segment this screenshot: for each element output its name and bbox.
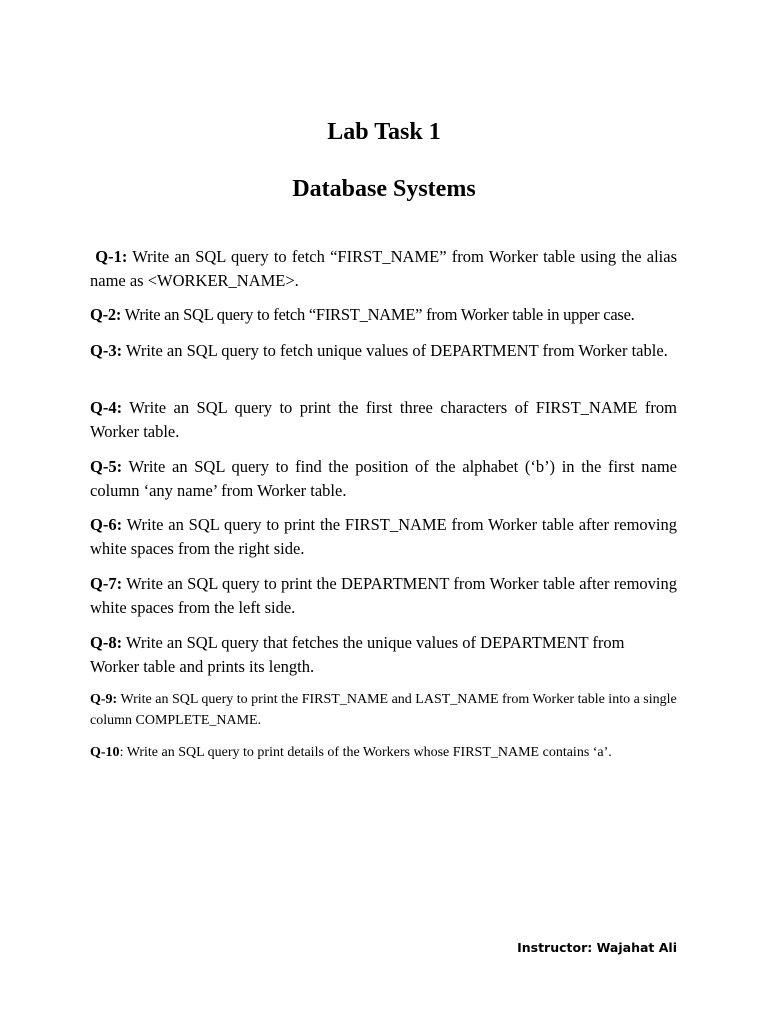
question-text: Write an SQL query to print the DEPARTMENT from Worker table after removing white spaces from the left side. bbox=[90, 574, 677, 617]
question-4 bbox=[90, 396, 677, 444]
question-text: Write an SQL query to print the FIRST_NAME and LAST_NAME from Worker table into a single column COMPLETE_NAME. bbox=[90, 692, 677, 728]
question-text: Write an SQL query that fetches the unique values of DEPARTMENT from Worker table and prints its length. bbox=[90, 633, 625, 676]
question-text: Write an SQL query to find the position of the alphabet (‘b’) in the first name column ‘any name’ from Worker table. bbox=[90, 457, 677, 500]
question-label: Q-9: bbox=[90, 692, 118, 707]
question-6 bbox=[90, 513, 677, 561]
question-1 bbox=[90, 245, 677, 293]
question-3 bbox=[90, 339, 677, 363]
question-10 bbox=[90, 742, 677, 763]
question-label: Q-8: bbox=[90, 633, 123, 652]
instructor-credit: Instructor: Wajahat Ali bbox=[517, 940, 677, 955]
question-label: Q-5: bbox=[90, 457, 123, 476]
question-label: Q-10 bbox=[90, 745, 120, 760]
page-subtitle: Database Systems bbox=[292, 176, 476, 202]
question-text: Write an SQL query to fetch unique values of DEPARTMENT from Worker table. bbox=[122, 341, 668, 360]
question-9 bbox=[90, 689, 677, 731]
question-7 bbox=[90, 572, 677, 620]
question-text: Write an SQL query to print the first three characters of FIRST_NAME from Worker table. bbox=[90, 398, 677, 441]
question-label: Q-1: bbox=[95, 247, 128, 266]
question-label: Q-7: bbox=[90, 574, 123, 593]
question-label: Q-4: bbox=[90, 398, 123, 417]
question-label: Q-6: bbox=[90, 515, 123, 534]
question-2 bbox=[90, 303, 677, 327]
page-title: Lab Task 1 bbox=[327, 119, 441, 145]
question-text: Write an SQL query to print the FIRST_NAME from Worker table after removing white spaces from the right side. bbox=[90, 515, 677, 558]
question-5 bbox=[90, 455, 677, 503]
question-8 bbox=[90, 631, 677, 679]
question-label: Q-3: bbox=[90, 341, 123, 360]
question-text: : Write an SQL query to print details of the Workers whose FIRST_NAME contains ‘a’. bbox=[119, 745, 612, 760]
question-text: Write an SQL query to fetch “FIRST_NAME” from Worker table using the alias name as <WORKER_NAME>. bbox=[90, 247, 678, 290]
question-text: Write an SQL query to fetch “FIRST_NAME” from Worker table in upper case. bbox=[121, 305, 635, 324]
question-label: Q-2: bbox=[90, 305, 122, 324]
